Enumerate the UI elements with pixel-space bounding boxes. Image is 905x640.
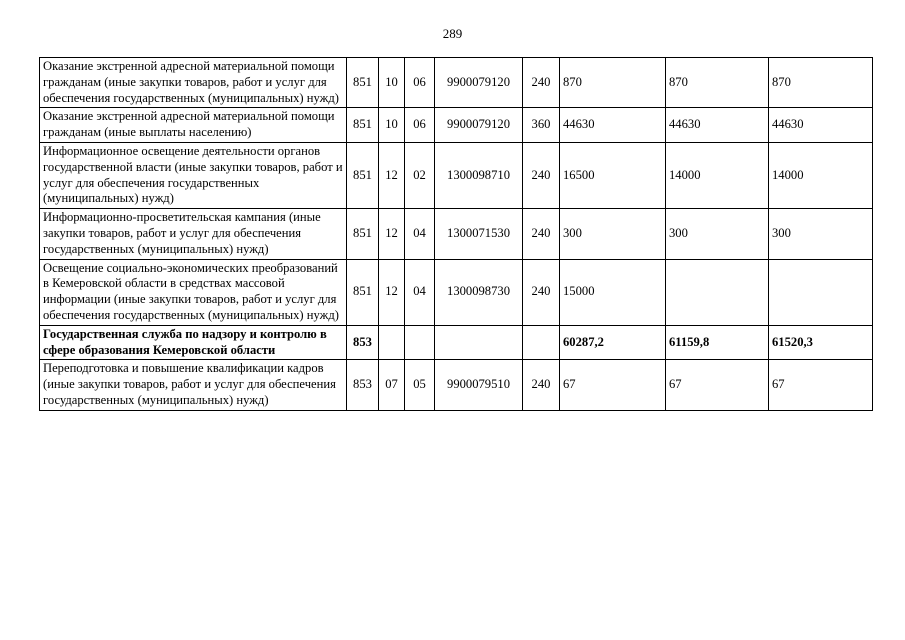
- amount-year-3: [769, 259, 873, 325]
- amount-year-2: 14000: [666, 142, 769, 208]
- subsection-code: 04: [405, 209, 435, 259]
- ministry-code: 851: [347, 259, 379, 325]
- ministry-code: 851: [347, 142, 379, 208]
- subsection-code: 04: [405, 259, 435, 325]
- table-row: [40, 58, 873, 108]
- table-body: [40, 58, 873, 411]
- row-name: Освещение социально-экономических преобразований в Кемеровской области в средствах массовой информации (иные закупки товаров, работ и услуг для обеспечения государственных (муниципальных) нужд): [40, 259, 347, 325]
- amount-year-1: 44630: [560, 108, 666, 143]
- amount-year-1: 60287,2: [560, 325, 666, 360]
- amount-year-3: 44630: [769, 108, 873, 143]
- target-article-code: 1300098730: [435, 259, 523, 325]
- table-row: [40, 209, 873, 259]
- expense-type-code: 240: [523, 142, 560, 208]
- amount-year-1: 15000: [560, 259, 666, 325]
- row-name: Переподготовка и повышение квалификации кадров (иные закупки товаров, работ и услуг для обеспечения государственных (муниципальных) нужд): [40, 360, 347, 410]
- ministry-code: 851: [347, 58, 379, 108]
- table-row: [40, 360, 873, 410]
- subsection-code: 05: [405, 360, 435, 410]
- amount-year-1: 67: [560, 360, 666, 410]
- amount-year-1: 300: [560, 209, 666, 259]
- table-row: [40, 259, 873, 325]
- ministry-code: 853: [347, 360, 379, 410]
- expense-type-code: 240: [523, 58, 560, 108]
- target-article-code: [435, 325, 523, 360]
- budget-table: [39, 57, 873, 411]
- ministry-code: 851: [347, 108, 379, 143]
- row-name: Оказание экстренной адресной материальной помощи гражданам (иные выплаты населению): [40, 108, 347, 143]
- section-code: 07: [379, 360, 405, 410]
- page-number: 289: [442, 26, 463, 41]
- subsection-code: 06: [405, 108, 435, 143]
- target-article-code: 9900079120: [435, 58, 523, 108]
- row-name: Информационное освещение деятельности органов государственной власти (иные закупки товаров, работ и услуг для обеспечения государственных (муниципальных) нужд): [40, 142, 347, 208]
- target-article-code: 9900079120: [435, 108, 523, 143]
- target-article-code: 1300071530: [435, 209, 523, 259]
- section-code: 12: [379, 209, 405, 259]
- ministry-code: 851: [347, 209, 379, 259]
- subsection-code: [405, 325, 435, 360]
- amount-year-2: 44630: [666, 108, 769, 143]
- table-row: [40, 142, 873, 208]
- section-code: 10: [379, 58, 405, 108]
- ministry-code: 853: [347, 325, 379, 360]
- amount-year-3: 14000: [769, 142, 873, 208]
- expense-type-code: 240: [523, 259, 560, 325]
- amount-year-3: 67: [769, 360, 873, 410]
- amount-year-1: 16500: [560, 142, 666, 208]
- amount-year-3: 300: [769, 209, 873, 259]
- subsection-code: 06: [405, 58, 435, 108]
- table-row: [40, 325, 873, 360]
- table-row: [40, 108, 873, 143]
- amount-year-2: 300: [666, 209, 769, 259]
- amount-year-2: 67: [666, 360, 769, 410]
- section-code: [379, 325, 405, 360]
- expense-type-code: 240: [523, 209, 560, 259]
- amount-year-3: 61520,3: [769, 325, 873, 360]
- section-code: 12: [379, 259, 405, 325]
- amount-year-2: [666, 259, 769, 325]
- target-article-code: 9900079510: [435, 360, 523, 410]
- amount-year-2: 870: [666, 58, 769, 108]
- expense-type-code: [523, 325, 560, 360]
- expense-type-code: 240: [523, 360, 560, 410]
- expense-type-code: 360: [523, 108, 560, 143]
- amount-year-3: 870: [769, 58, 873, 108]
- amount-year-2: 61159,8: [666, 325, 769, 360]
- row-name: Оказание экстренной адресной материальной помощи гражданам (иные закупки товаров, работ и услуг для обеспечения государственных (муниципальных) нужд): [40, 58, 347, 108]
- target-article-code: 1300098710: [435, 142, 523, 208]
- row-name: Информационно-просветительская кампания (иные закупки товаров, работ и услуг для обеспечения государственных (муниципальных) нужд): [40, 209, 347, 259]
- subsection-code: 02: [405, 142, 435, 208]
- section-code: 12: [379, 142, 405, 208]
- row-name: Государственная служба по надзору и контролю в сфере образования Кемеровской области: [40, 325, 347, 360]
- section-code: 10: [379, 108, 405, 143]
- amount-year-1: 870: [560, 58, 666, 108]
